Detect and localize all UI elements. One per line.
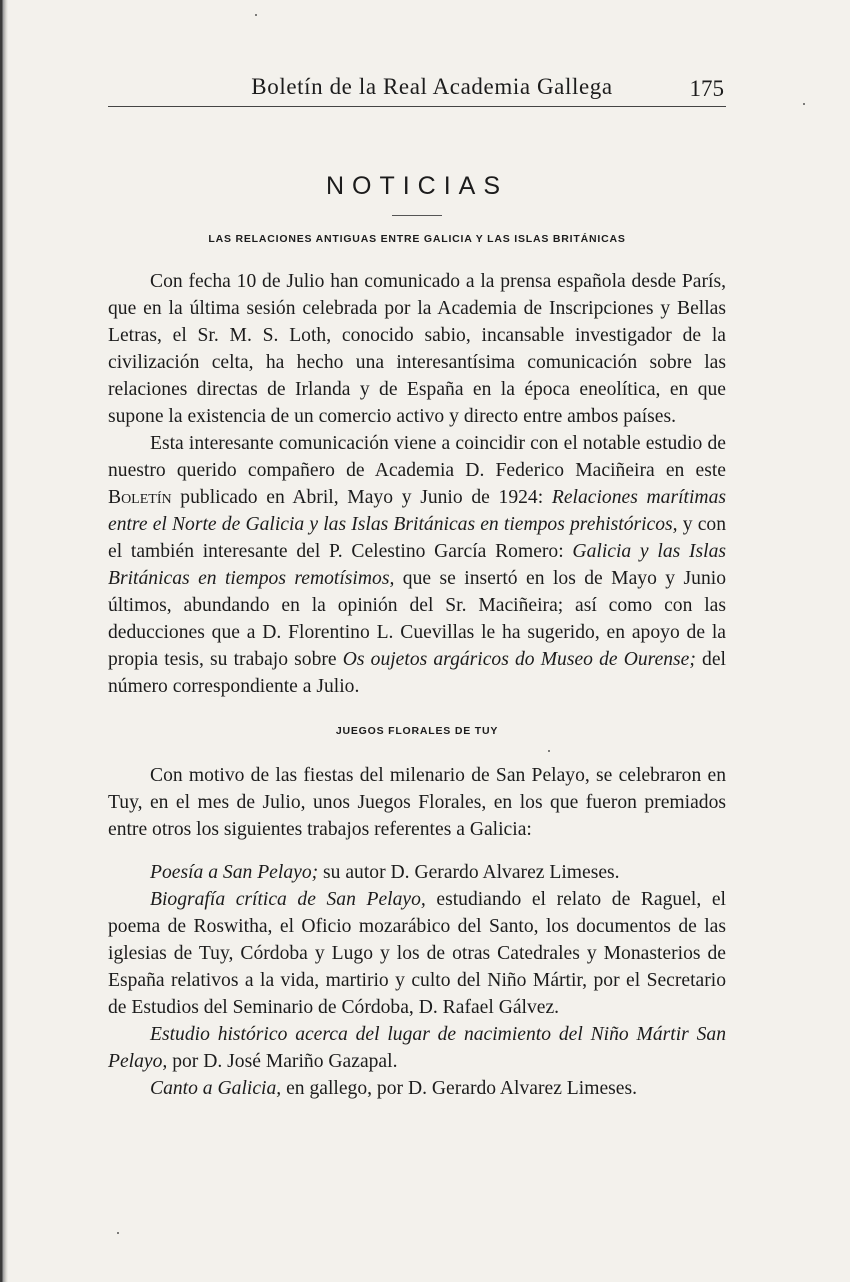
paragraph bbox=[108, 430, 726, 700]
work-title: Estudio histórico acerca del lugar de nacimiento del Niño Mártir San Pelayo, bbox=[108, 1024, 726, 1072]
text-run: en gallego, por D. Gerardo Alvarez Limeses. bbox=[281, 1078, 637, 1099]
document-page bbox=[108, 70, 726, 1102]
award-item bbox=[108, 1075, 726, 1102]
article-heading-juegos-florales: JUEGOS FLORALES DE TUY bbox=[335, 725, 499, 737]
work-title: Relaciones marítimas entre el Norte de Galicia y las Islas Británicas en tiempos prehistóricos, bbox=[108, 487, 726, 535]
running-title: Boletín de la Real Academia Gallega bbox=[251, 74, 613, 99]
work-title: Os oujetos argáricos do Museo de Ourense; bbox=[342, 649, 696, 670]
article-relaciones bbox=[108, 268, 726, 700]
work-title: Poesía a San Pelayo; bbox=[150, 862, 319, 883]
running-header bbox=[108, 70, 726, 107]
text-run: del número correspondiente a Julio. bbox=[108, 649, 726, 697]
award-item bbox=[108, 886, 726, 1021]
journal-name: Boletín bbox=[108, 487, 172, 508]
paragraph: Con fecha 10 de Julio han comunicado a la prensa española desde París, que en la última sesión celebrada por la Academia de Inscripciones y Bellas Letras, el Sr. M. S. Loth, conocido sabio, incansable investigador de la civilización celta, ha hecho una interesantísima comunicación sobre las relaciones directas de Irlanda y de España en la época eneolítica, en que supone la existencia de un comercio activo y directo entre ambos países. bbox=[108, 271, 726, 427]
work-title: Biografía crítica de San Pelayo, bbox=[150, 889, 426, 910]
title-divider bbox=[392, 215, 442, 216]
text-run: y con el también interesante del P. Celestino García Romero: bbox=[108, 514, 727, 562]
text-run: publicado en Abril, Mayo y Junio de 1924: bbox=[171, 487, 552, 508]
work-title: Galicia y las Islas Británicas en tiempos remotísimos, bbox=[108, 541, 727, 589]
award-item bbox=[108, 1021, 726, 1075]
article-juegos-florales bbox=[108, 762, 726, 1102]
text-run: Esta interesante comunicación viene a coincidir con el notable estudio de nuestro querido compañero de Academia D. Federico Maciñeira en este bbox=[108, 433, 726, 481]
text-run: que se insertó en los de Mayo y Junio últimos, abundando en la opinión del Sr. Maciñeira; así como con las deducciones que a D. Florentino L. Cuevillas le ha sugerido, en apoyo de la propia tesis, su trabajo sobre bbox=[108, 568, 726, 670]
page-binding-edge bbox=[0, 0, 8, 1282]
article-heading-relaciones: LAS RELACIONES ANTIGUAS ENTRE GALICIA Y LAS ISLAS BRITÁNICAS bbox=[208, 233, 626, 245]
text-run: su autor D. Gerardo Alvarez Limeses. bbox=[318, 862, 620, 883]
paper-speck bbox=[117, 1232, 119, 1234]
paper-speck bbox=[803, 103, 805, 105]
section-title: NOTICIAS bbox=[325, 172, 509, 200]
text-run: por D. José Mariño Gazapal. bbox=[167, 1051, 398, 1072]
award-item bbox=[108, 859, 726, 886]
work-title: Canto a Galicia, bbox=[150, 1078, 282, 1099]
paragraph: Con motivo de las fiestas del milenario de San Pelayo, se celebraron en Tuy, en el mes de Julio, unos Juegos Florales, en los que fueron premiados entre otros los siguientes trabajos referentes a Galicia: bbox=[108, 765, 726, 840]
text-run: estudiando el relato de Raguel, el poema de Roswitha, el Oficio mozarábico del Santo, los documentos de las iglesias de Tuy, Córdoba y Lugo y los de otras Catedrales y Monasterios de España relativos a la vida, martirio y culto del Niño Mártir, por el Secretario de Estudios del Seminario de Córdoba, D. Rafael Gálvez. bbox=[108, 889, 726, 1018]
paper-speck bbox=[255, 14, 257, 16]
paper-speck bbox=[548, 750, 550, 752]
page-number: 175 bbox=[689, 76, 724, 101]
